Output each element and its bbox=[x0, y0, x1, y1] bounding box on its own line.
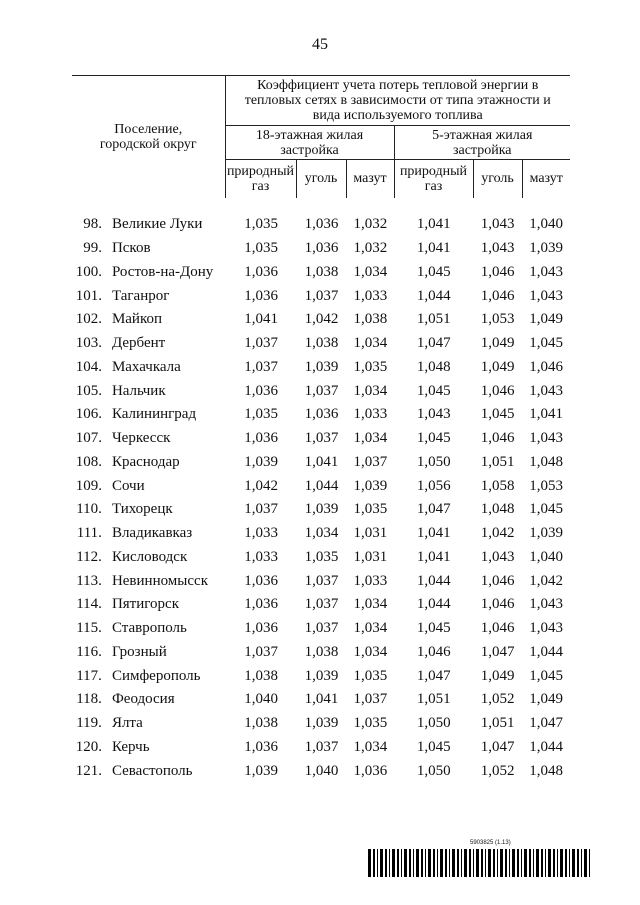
row-number: 98. bbox=[83, 216, 102, 233]
settlement-name: Севастополь bbox=[111, 762, 193, 779]
coefficient-value: 1,037 bbox=[304, 287, 339, 304]
header-group-5: 5-этажная жилая застройка bbox=[394, 126, 570, 160]
settlement-name: Таганрог bbox=[111, 287, 170, 304]
coefficient-value: 1,037 bbox=[244, 358, 278, 375]
coefficient-value: 1,038 bbox=[304, 263, 339, 280]
row-number: 119. bbox=[76, 715, 102, 732]
coefficient-value: 1,047 bbox=[416, 667, 451, 684]
coefficient-value: 1,036 bbox=[304, 406, 339, 423]
coefficient-value: 1,042 bbox=[304, 311, 339, 328]
coefficient-value: 1,043 bbox=[529, 430, 563, 447]
coefficient-value: 1,034 bbox=[353, 382, 388, 399]
coefficient-value: 1,035 bbox=[353, 501, 388, 518]
coefficient-value: 1,040 bbox=[529, 548, 563, 565]
coefficient-value: 1,036 bbox=[244, 572, 278, 589]
coefficient-value: 1,034 bbox=[353, 738, 388, 755]
row-number: 112. bbox=[76, 548, 102, 565]
coefficient-value: 1,046 bbox=[480, 263, 515, 280]
coefficient-value: 1,053 bbox=[529, 477, 563, 494]
barcode-number: 5903825 (1.13) bbox=[470, 840, 511, 846]
row-number: 100. bbox=[75, 263, 102, 280]
coefficient-value: 1,051 bbox=[416, 691, 451, 708]
coefficient-value: 1,036 bbox=[244, 382, 278, 399]
coefficient-value: 1,049 bbox=[480, 335, 515, 352]
table-row bbox=[72, 474, 570, 498]
coefficient-value: 1,037 bbox=[304, 738, 339, 755]
coefficient-value: 1,047 bbox=[480, 643, 515, 660]
settlement-name: Нальчик bbox=[111, 382, 166, 399]
coefficient-value: 1,051 bbox=[416, 311, 451, 328]
table-row bbox=[72, 237, 570, 261]
table-row bbox=[72, 356, 570, 380]
coefficient-value: 1,036 bbox=[304, 216, 339, 233]
coefficient-value: 1,046 bbox=[416, 643, 451, 660]
header-fuel-gas: природный газ bbox=[394, 160, 473, 198]
coefficient-value: 1,044 bbox=[529, 738, 563, 755]
table-row bbox=[72, 593, 570, 617]
coefficient-value: 1,034 bbox=[353, 643, 388, 660]
settlement-name: Майкоп bbox=[111, 311, 163, 328]
coefficient-value: 1,041 bbox=[304, 691, 339, 708]
row-number: 117. bbox=[76, 667, 102, 684]
coefficient-value: 1,044 bbox=[416, 572, 451, 589]
coefficient-value: 1,036 bbox=[244, 620, 278, 637]
header-coefficient: Коэффициент учета потерь тепловой энергии в тепловых сетях в зависимости от типа этажности и вида используемого топлива bbox=[225, 76, 570, 126]
coefficient-value: 1,044 bbox=[416, 596, 451, 613]
coefficient-value: 1,034 bbox=[304, 525, 339, 542]
header-fuel-coal: уголь bbox=[296, 160, 346, 198]
table-row bbox=[72, 569, 570, 593]
coefficient-value: 1,033 bbox=[244, 548, 278, 565]
coefficient-value: 1,051 bbox=[480, 715, 515, 732]
settlement-name: Махачкала bbox=[111, 358, 181, 375]
coefficient-value: 1,038 bbox=[353, 311, 388, 328]
coefficient-value: 1,038 bbox=[304, 643, 339, 660]
coefficient-value: 1,035 bbox=[244, 240, 278, 257]
coefficient-value: 1,033 bbox=[353, 406, 388, 423]
coefficient-value: 1,049 bbox=[529, 691, 563, 708]
header-fuel-oil: мазут bbox=[346, 160, 394, 198]
coefficient-value: 1,037 bbox=[353, 691, 388, 708]
coefficient-value: 1,035 bbox=[353, 667, 388, 684]
coefficient-value: 1,047 bbox=[416, 501, 451, 518]
coefficient-value: 1,036 bbox=[304, 240, 339, 257]
table-row bbox=[72, 617, 570, 641]
coefficient-value: 1,044 bbox=[529, 643, 563, 660]
coefficient-value: 1,048 bbox=[480, 501, 515, 518]
coefficient-value: 1,041 bbox=[304, 453, 339, 470]
settlement-name: Псков bbox=[111, 240, 151, 257]
coefficient-value: 1,050 bbox=[416, 715, 451, 732]
coefficient-value: 1,038 bbox=[244, 667, 278, 684]
table-row bbox=[72, 379, 570, 403]
coefficient-value: 1,039 bbox=[304, 358, 339, 375]
coefficient-value: 1,042 bbox=[244, 477, 278, 494]
coefficient-value: 1,036 bbox=[244, 738, 278, 755]
coefficient-value: 1,039 bbox=[304, 667, 339, 684]
coefficient-value: 1,058 bbox=[480, 477, 515, 494]
coefficient-value: 1,039 bbox=[529, 240, 563, 257]
row-number: 105. bbox=[75, 382, 102, 399]
coefficient-value: 1,046 bbox=[480, 620, 515, 637]
coefficient-value: 1,046 bbox=[480, 572, 515, 589]
table-row bbox=[72, 427, 570, 451]
coefficient-value: 1,050 bbox=[416, 762, 451, 779]
coefficient-value: 1,035 bbox=[353, 358, 388, 375]
row-number: 109. bbox=[75, 477, 102, 494]
row-number: 101. bbox=[75, 287, 102, 304]
coefficient-value: 1,035 bbox=[244, 406, 278, 423]
coefficient-value: 1,041 bbox=[416, 216, 451, 233]
coefficient-value: 1,049 bbox=[480, 358, 515, 375]
header-fuel-coal: уголь bbox=[473, 160, 522, 198]
settlement-name: Ялта bbox=[111, 715, 143, 732]
table-row bbox=[72, 284, 570, 308]
coefficient-value: 1,037 bbox=[304, 572, 339, 589]
coefficient-value: 1,034 bbox=[353, 263, 388, 280]
coefficient-value: 1,039 bbox=[529, 525, 563, 542]
table-row bbox=[72, 736, 570, 760]
barcode-icon bbox=[368, 849, 590, 877]
coefficient-value: 1,035 bbox=[353, 715, 388, 732]
header-settlement: Поселение, городской округ bbox=[72, 76, 225, 198]
table-row bbox=[72, 712, 570, 736]
coefficient-value: 1,042 bbox=[480, 525, 515, 542]
table-row bbox=[72, 213, 570, 237]
coefficient-value: 1,037 bbox=[304, 382, 339, 399]
coefficient-value: 1,040 bbox=[244, 691, 278, 708]
coefficient-value: 1,036 bbox=[244, 263, 278, 280]
coefficient-value: 1,046 bbox=[480, 287, 515, 304]
settlement-name: Владикавказ bbox=[111, 525, 193, 542]
coefficient-value: 1,043 bbox=[529, 287, 563, 304]
row-number: 102. bbox=[75, 311, 102, 328]
coefficient-value: 1,036 bbox=[244, 430, 278, 447]
coefficient-value: 1,033 bbox=[244, 525, 278, 542]
row-number: 110. bbox=[76, 501, 102, 518]
settlement-name: Феодосия bbox=[111, 691, 175, 708]
coefficient-value: 1,043 bbox=[480, 216, 515, 233]
coefficient-value: 1,033 bbox=[353, 572, 388, 589]
coefficient-value: 1,039 bbox=[353, 477, 388, 494]
coefficient-value: 1,038 bbox=[304, 335, 339, 352]
coefficient-value: 1,037 bbox=[244, 335, 278, 352]
coefficient-value: 1,050 bbox=[416, 453, 451, 470]
table-row bbox=[72, 451, 570, 475]
coefficient-value: 1,043 bbox=[480, 240, 515, 257]
coefficient-value: 1,046 bbox=[480, 382, 515, 399]
coefficient-value: 1,041 bbox=[416, 240, 451, 257]
coefficient-value: 1,047 bbox=[416, 335, 451, 352]
coefficient-value: 1,048 bbox=[416, 358, 451, 375]
coefficient-value: 1,039 bbox=[304, 715, 339, 732]
coefficient-value: 1,045 bbox=[416, 738, 451, 755]
settlement-name: Ставрополь bbox=[111, 620, 187, 637]
coefficient-value: 1,045 bbox=[529, 335, 563, 352]
settlement-name: Невинномысск bbox=[111, 572, 208, 589]
coefficient-value: 1,043 bbox=[529, 620, 563, 637]
header-fuel-gas: природный газ bbox=[225, 160, 296, 198]
coefficient-value: 1,034 bbox=[353, 620, 388, 637]
coefficient-value: 1,039 bbox=[304, 501, 339, 518]
table-row bbox=[72, 688, 570, 712]
coefficient-value: 1,052 bbox=[480, 762, 515, 779]
coefficient-value: 1,032 bbox=[353, 216, 388, 233]
coefficient-value: 1,032 bbox=[353, 240, 388, 257]
table-row bbox=[72, 759, 570, 783]
coefficient-value: 1,037 bbox=[304, 620, 339, 637]
coefficient-value: 1,043 bbox=[529, 596, 563, 613]
coefficient-value: 1,041 bbox=[244, 311, 278, 328]
settlement-name: Симферополь bbox=[111, 667, 201, 684]
coefficient-value: 1,041 bbox=[529, 406, 563, 423]
coefficient-value: 1,038 bbox=[244, 715, 278, 732]
settlement-name: Калининград bbox=[111, 406, 197, 423]
coefficient-value: 1,039 bbox=[244, 453, 278, 470]
coefficient-value: 1,049 bbox=[529, 311, 563, 328]
coefficient-value: 1,039 bbox=[244, 762, 278, 779]
table-row bbox=[72, 261, 570, 285]
table-body bbox=[72, 213, 570, 783]
coefficient-value: 1,051 bbox=[480, 453, 515, 470]
coefficient-value: 1,044 bbox=[304, 477, 339, 494]
coefficient-value: 1,037 bbox=[304, 596, 339, 613]
header-group-18: 18-этажная жилая застройка bbox=[225, 126, 394, 160]
row-number: 121. bbox=[75, 762, 102, 779]
settlement-name: Кисловодск bbox=[111, 548, 188, 565]
coefficient-value: 1,045 bbox=[529, 667, 563, 684]
coefficient-value: 1,043 bbox=[529, 263, 563, 280]
coefficient-value: 1,040 bbox=[529, 216, 563, 233]
coefficient-value: 1,048 bbox=[529, 453, 563, 470]
row-number: 115. bbox=[76, 620, 102, 637]
page-number: 45 bbox=[312, 36, 328, 53]
coefficient-value: 1,037 bbox=[304, 430, 339, 447]
row-number: 116. bbox=[76, 643, 102, 660]
row-number: 106. bbox=[75, 406, 102, 423]
coefficient-value: 1,044 bbox=[416, 287, 451, 304]
coefficient-value: 1,049 bbox=[480, 667, 515, 684]
table-row bbox=[72, 498, 570, 522]
coefficient-value: 1,043 bbox=[416, 406, 451, 423]
settlement-name: Дербент bbox=[111, 335, 166, 352]
coefficient-value: 1,042 bbox=[529, 572, 563, 589]
row-number: 99. bbox=[83, 240, 102, 257]
row-number: 111. bbox=[76, 525, 102, 542]
row-number: 114. bbox=[76, 596, 102, 613]
coefficient-value: 1,031 bbox=[353, 525, 388, 542]
coefficient-value: 1,045 bbox=[529, 501, 563, 518]
coefficient-value: 1,037 bbox=[244, 643, 278, 660]
coefficient-value: 1,034 bbox=[353, 596, 388, 613]
settlement-name: Тихорецк bbox=[111, 501, 173, 518]
coefficient-value: 1,047 bbox=[529, 715, 563, 732]
table-row bbox=[72, 546, 570, 570]
row-number: 113. bbox=[76, 572, 102, 589]
settlement-name: Ростов-на-Дону bbox=[111, 263, 214, 280]
coefficient-value: 1,036 bbox=[353, 762, 388, 779]
settlement-name: Грозный bbox=[111, 643, 167, 660]
row-number: 118. bbox=[76, 691, 102, 708]
row-number: 120. bbox=[75, 738, 102, 755]
settlement-name: Пятигорск bbox=[111, 596, 179, 613]
coefficient-value: 1,033 bbox=[353, 287, 388, 304]
coefficient-value: 1,037 bbox=[244, 501, 278, 518]
coefficient-value: 1,041 bbox=[416, 548, 451, 565]
settlement-name: Краснодар bbox=[111, 453, 180, 470]
table-row bbox=[72, 664, 570, 688]
coefficient-value: 1,036 bbox=[244, 287, 278, 304]
table-row bbox=[72, 308, 570, 332]
table-header bbox=[72, 75, 570, 198]
table-row bbox=[72, 403, 570, 427]
header-fuel-oil: мазут bbox=[522, 160, 570, 198]
settlement-name: Великие Луки bbox=[111, 216, 203, 233]
row-number: 107. bbox=[75, 430, 102, 447]
coefficient-value: 1,045 bbox=[416, 382, 451, 399]
coefficient-value: 1,034 bbox=[353, 430, 388, 447]
coefficient-value: 1,045 bbox=[416, 430, 451, 447]
row-number: 103. bbox=[75, 335, 102, 352]
coefficient-value: 1,041 bbox=[416, 525, 451, 542]
coefficient-value: 1,045 bbox=[416, 620, 451, 637]
coefficient-value: 1,053 bbox=[480, 311, 515, 328]
table-row bbox=[72, 522, 570, 546]
coefficient-value: 1,056 bbox=[416, 477, 451, 494]
coefficient-value: 1,048 bbox=[529, 762, 563, 779]
row-number: 104. bbox=[75, 358, 102, 375]
settlement-name: Керчь bbox=[111, 738, 150, 755]
settlement-name: Сочи bbox=[111, 477, 145, 494]
coefficient-value: 1,043 bbox=[480, 548, 515, 565]
coefficient-value: 1,040 bbox=[304, 762, 339, 779]
coefficient-value: 1,036 bbox=[244, 596, 278, 613]
coefficient-value: 1,045 bbox=[480, 406, 515, 423]
coefficient-value: 1,035 bbox=[244, 216, 278, 233]
coefficient-value: 1,046 bbox=[480, 430, 515, 447]
coefficient-value: 1,045 bbox=[416, 263, 451, 280]
settlement-name: Черкесск bbox=[111, 430, 171, 447]
coefficient-value: 1,035 bbox=[304, 548, 339, 565]
row-number: 108. bbox=[75, 453, 102, 470]
coefficient-value: 1,031 bbox=[353, 548, 388, 565]
coefficient-value: 1,052 bbox=[480, 691, 515, 708]
coefficient-value: 1,047 bbox=[480, 738, 515, 755]
table-row bbox=[72, 332, 570, 356]
table-row bbox=[72, 641, 570, 665]
coefficient-value: 1,034 bbox=[353, 335, 388, 352]
coefficient-value: 1,037 bbox=[353, 453, 388, 470]
coefficient-value: 1,043 bbox=[529, 382, 563, 399]
coefficient-value: 1,046 bbox=[480, 596, 515, 613]
coefficient-value: 1,046 bbox=[529, 358, 563, 375]
